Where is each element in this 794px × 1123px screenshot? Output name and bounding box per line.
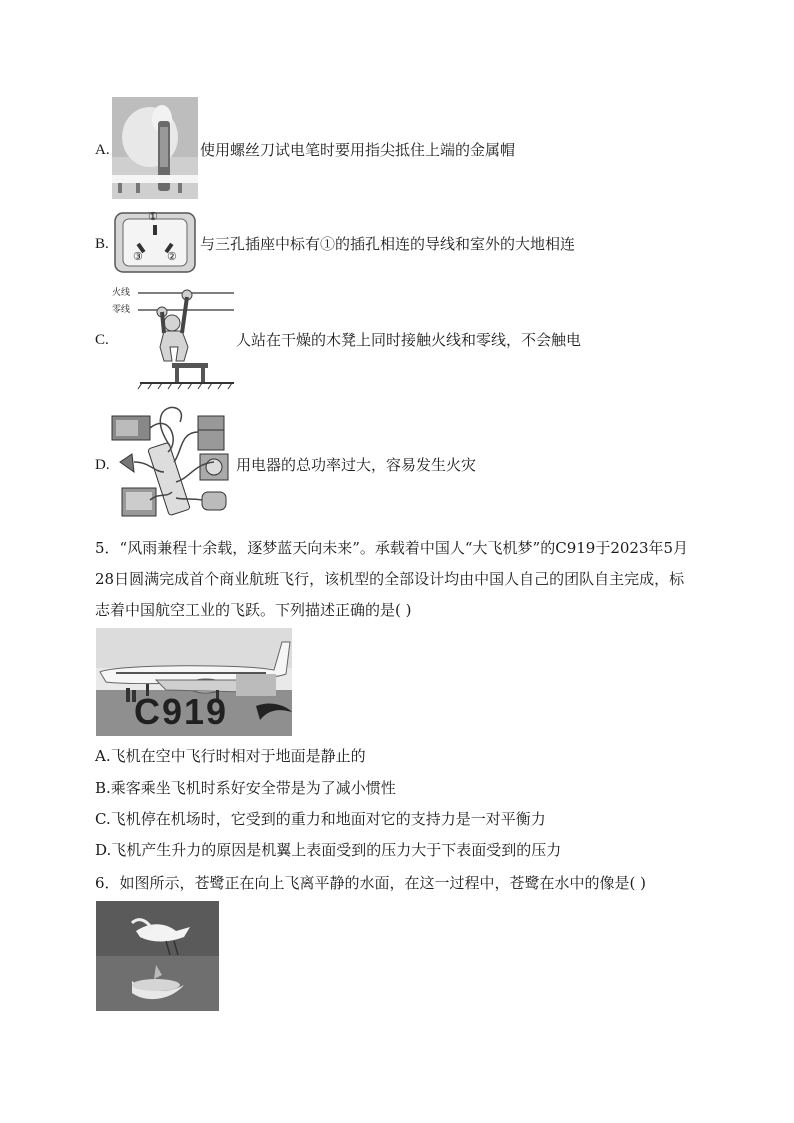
q5-option-b: B.乘客乘坐飞机时系好安全带是为了减小惯性 <box>95 779 396 797</box>
c919-aircraft-photo <box>96 628 292 736</box>
socket-label-right: ② <box>167 250 177 263</box>
option-a-text: 使用螺丝刀试电笔时要用指尖抵住上端的金属帽 <box>200 141 516 159</box>
option-b-letter: B. <box>95 236 109 252</box>
live-wire-label: 火线 <box>112 288 131 298</box>
test-pen-photo <box>112 97 198 199</box>
three-hole-socket-diagram <box>113 211 197 274</box>
heron-over-water-photo <box>96 901 219 1011</box>
socket-label-left: ③ <box>133 250 143 263</box>
option-d-letter: D. <box>95 457 110 473</box>
question-6-stem: 6．如图所示，苍鹭正在向上飞离平静的水面，在这一过程中，苍鹭在水中的像是( ) <box>95 874 647 892</box>
q5-option-c: C.飞机停在机场时，它受到的重力和地面对它的支持力是一对平衡力 <box>95 810 546 828</box>
option-b-text: 与三孔插座中标有①的插孔相连的导线和室外的大地相连 <box>200 235 576 253</box>
overloaded-power-strip-illustration <box>110 402 238 524</box>
c919-logo-text: C919 <box>134 691 229 732</box>
question-5-stem: 5．“风雨兼程十余载，逐梦蓝天向未来”。承载着中国人“大飞机梦”的C919于2023年5月28日圆满完成首个商业航班飞行，该机型的全部设计均由中国人自己的团队自主完成，标志着中国航空工业的飞跃。下列描述正确的是( ) <box>95 539 689 619</box>
option-c-letter: C. <box>95 332 109 348</box>
socket-label-top: ① <box>148 211 158 223</box>
q5-option-a: A.飞机在空中飞行时相对于地面是静止的 <box>95 747 366 765</box>
neutral-wire-label: 零线 <box>112 305 131 315</box>
option-d-text: 用电器的总功率过大，容易发生火灾 <box>236 456 477 474</box>
option-a-letter: A. <box>95 142 110 158</box>
q5-option-d: D.飞机产生升力的原因是机翼上表面受到的压力大于下表面受到的压力 <box>95 841 562 859</box>
wooden-stool-electric-figure <box>112 285 237 391</box>
option-c-text: 人站在干燥的木凳上同时接触火线和零线，不会触电 <box>236 331 582 349</box>
